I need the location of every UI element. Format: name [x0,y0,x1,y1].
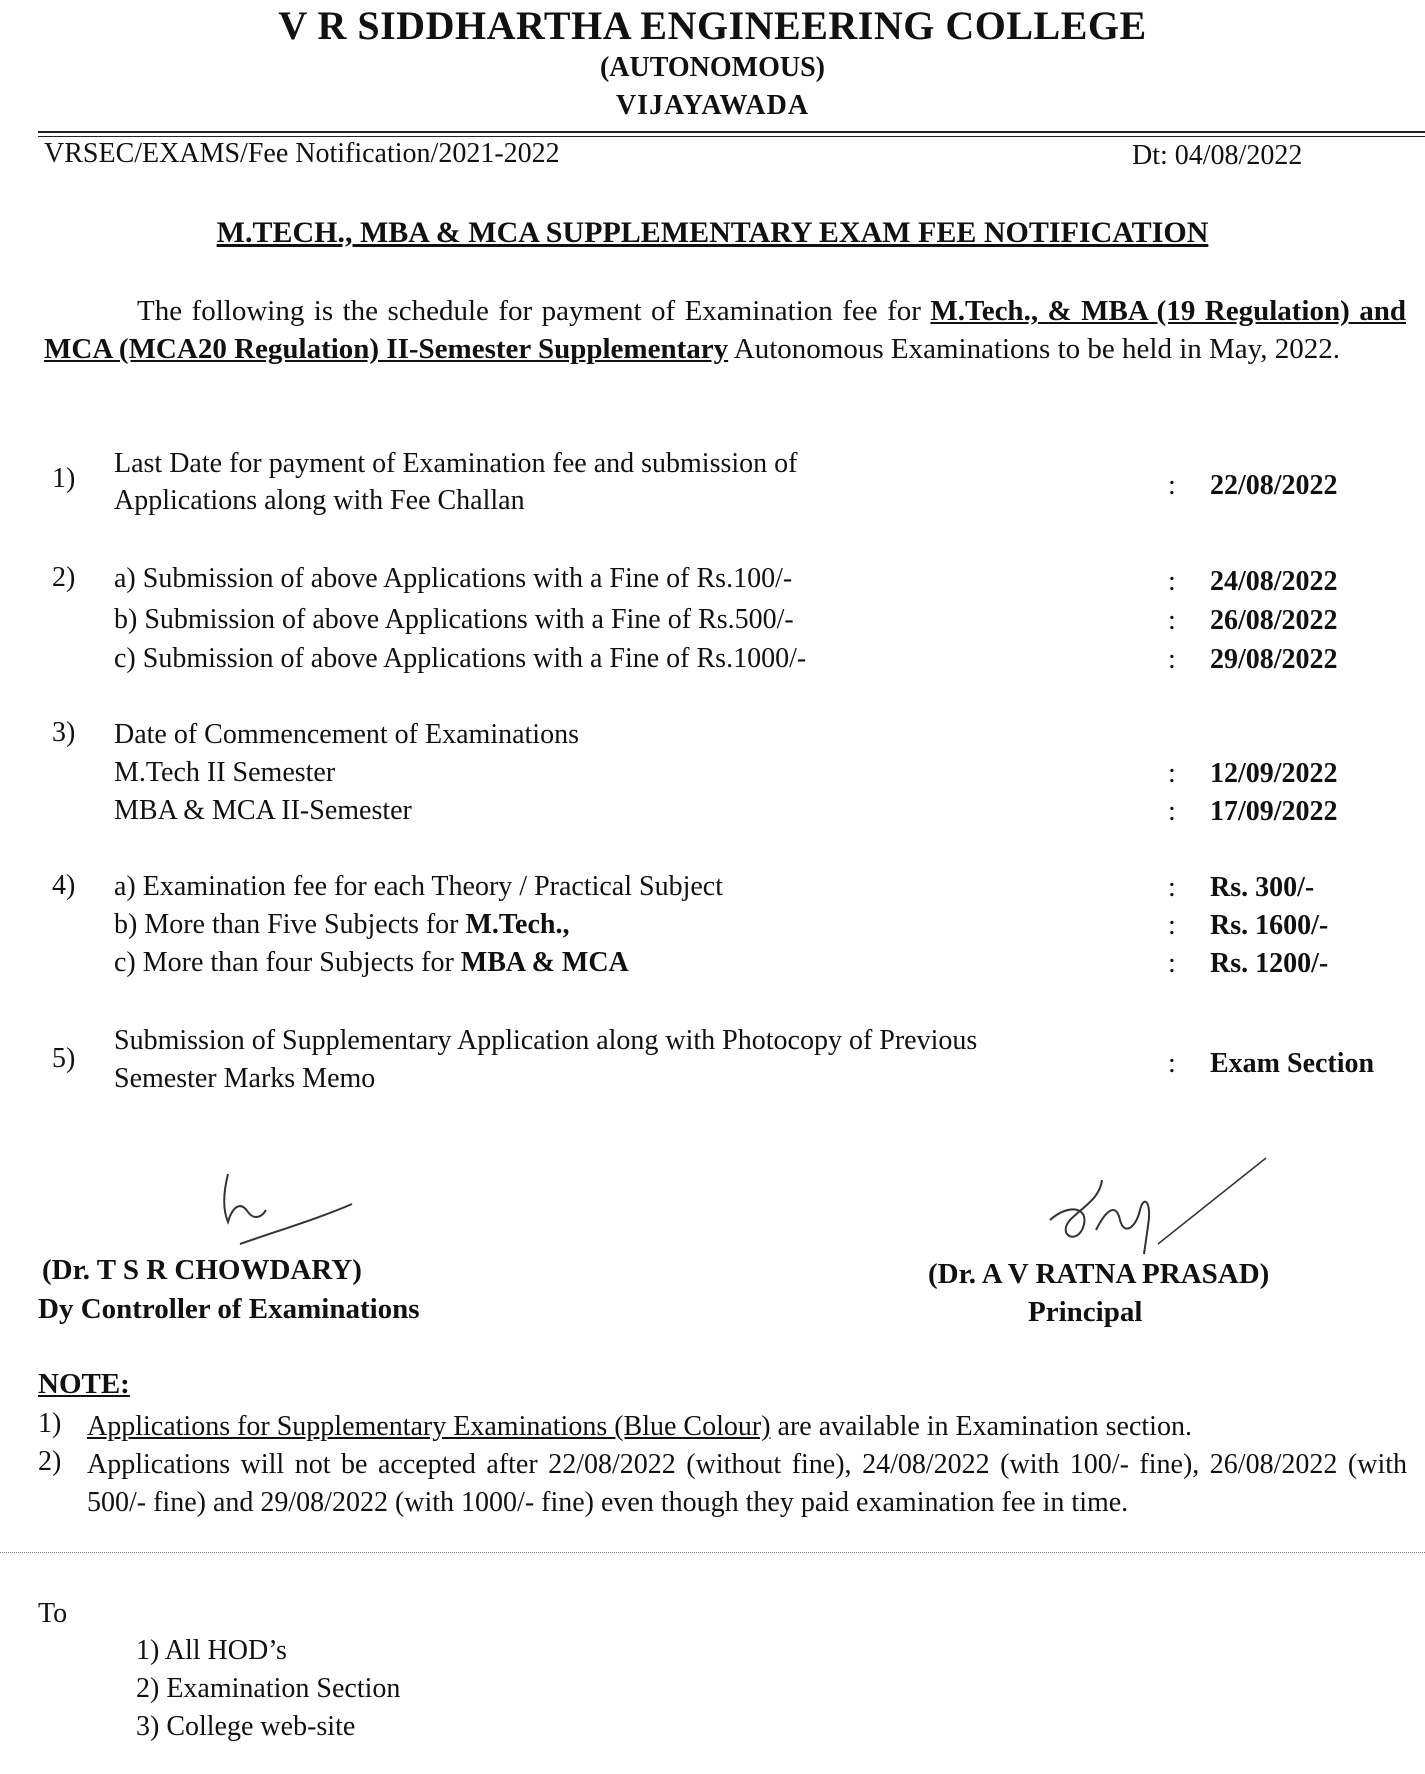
item-3-number: 3) [52,717,76,748]
item-3-mtech-label: M.Tech II Semester [114,757,336,788]
header-rule-thin [38,136,1425,137]
item-4b-text [114,906,569,944]
item-1-line-1: Last Date for payment of Examination fee and submission of [114,448,798,479]
autonomous-label: (AUTONOMOUS) [599,52,826,83]
item-5-line-2: Semester Marks Memo [114,1063,376,1094]
item-2c-text: c) Submission of above Applications with a Fine of Rs.1000/- [114,643,807,674]
recipient-item: 3) College web-site [136,1711,356,1742]
item-2a-date: 24/08/2022 [1210,566,1338,597]
item-5-line-1: Submission of Supplementary Application along with Photocopy of Previous [114,1025,978,1056]
item-4a-text: a) Examination fee for each Theory / Practical Subject [114,871,723,902]
item-2b-colon: : [1168,605,1176,636]
item-1-number: 1) [52,463,76,494]
signatory-left-name: (Dr. T S R CHOWDARY) [42,1254,362,1286]
item-3-heading: Date of Commencement of Examinations [114,719,579,750]
header-rule [38,131,1425,133]
item-4c-colon: : [1168,948,1176,979]
dotted-separator [0,1552,1425,1553]
item-2-number: 2) [52,562,76,593]
item-4b-colon: : [1168,910,1176,941]
item-4a-colon: : [1168,872,1176,903]
item-3-mba-colon: : [1168,796,1176,827]
signature-right [1040,1150,1280,1260]
item-5-colon: : [1168,1048,1176,1079]
note-1-rest: are available in Examination section. [770,1411,1192,1442]
intro-programs: M.Tech., & MBA (19 Regulation) and MCA (MCA20 Regulation) II-Semester Supplementary [44,295,1406,365]
note-heading: NOTE: [38,1368,130,1400]
to-label: To [38,1598,68,1629]
item-2a-colon: : [1168,566,1176,597]
item-4c-text [114,944,629,982]
item-4c-fee: Rs. 1200/- [1210,948,1329,979]
city-name: VIJAYAWADA [615,90,810,121]
item-4c-prefix: c) More than four Subjects for [114,947,461,978]
item-2a-text: a) Submission of above Applications with a Fine of Rs.100/- [114,563,793,594]
item-1-line-2: Applications along with Fee Challan [114,485,525,516]
intro-text-1: The following is the schedule for payment of Examination fee for [137,295,931,327]
reference-number: VRSEC/EXAMS/Fee Notification/2021-2022 [44,138,560,169]
signatory-right-title: Principal [1028,1296,1143,1328]
recipient-item: 2) Examination Section [136,1673,401,1704]
note-1-number: 1) [38,1408,62,1439]
intro-text-2: Autonomous Examinations to be held in May, 2022. [728,333,1341,365]
item-1-colon: : [1168,470,1176,501]
item-1-last-date: 22/08/2022 [1210,470,1338,501]
recipient-item: 1) All HOD’s [136,1635,287,1666]
note-2-text: Applications will not be accepted after 22/08/2022 (without fine), 24/08/2022 (with 100/- fine), 26/08/2022 (with 500/- fine) and 29/08/2022 (with 1000/- fine) even though they paid examination fee in time. [87,1449,1407,1518]
intro-paragraph [44,292,1406,368]
note-1-underlined: Applications for Supplementary Examinations (Blue Colour) [87,1411,771,1442]
item-4b-program: M.Tech., [465,909,570,940]
item-4b-fee: Rs. 1600/- [1210,910,1329,941]
notification-title: M.TECH., MBA & MCA SUPPLEMENTARY EXAM FEE NOTIFICATION [216,216,1209,249]
signatory-right-name: (Dr. A V RATNA PRASAD) [928,1258,1270,1290]
signature-left [210,1160,370,1250]
item-3-mtech-colon: : [1168,758,1176,789]
item-3-mba-date: 17/09/2022 [1210,796,1338,827]
item-5-number: 5) [52,1043,76,1074]
item-3-mtech-date: 12/09/2022 [1210,758,1338,789]
item-4-number: 4) [52,870,76,901]
notification-date: Dt: 04/08/2022 [1132,140,1303,171]
item-3-mba-label: MBA & MCA II-Semester [114,795,412,826]
item-5-location: Exam Section [1210,1048,1375,1079]
signatory-left-title: Dy Controller of Examinations [38,1293,420,1325]
note-1-text [87,1408,1407,1446]
item-2c-date: 29/08/2022 [1210,644,1338,675]
college-name: V R SIDDHARTHA ENGINEERING COLLEGE [278,3,1147,48]
item-4c-program: MBA & MCA [460,947,629,978]
item-4b-prefix: b) More than Five Subjects for [114,909,466,940]
item-2c-colon: : [1168,644,1176,675]
item-4a-fee: Rs. 300/- [1210,872,1315,903]
item-2b-date: 26/08/2022 [1210,605,1338,636]
item-2b-text: b) Submission of above Applications with a Fine of Rs.500/- [114,604,794,635]
note-2-number: 2) [38,1446,62,1477]
